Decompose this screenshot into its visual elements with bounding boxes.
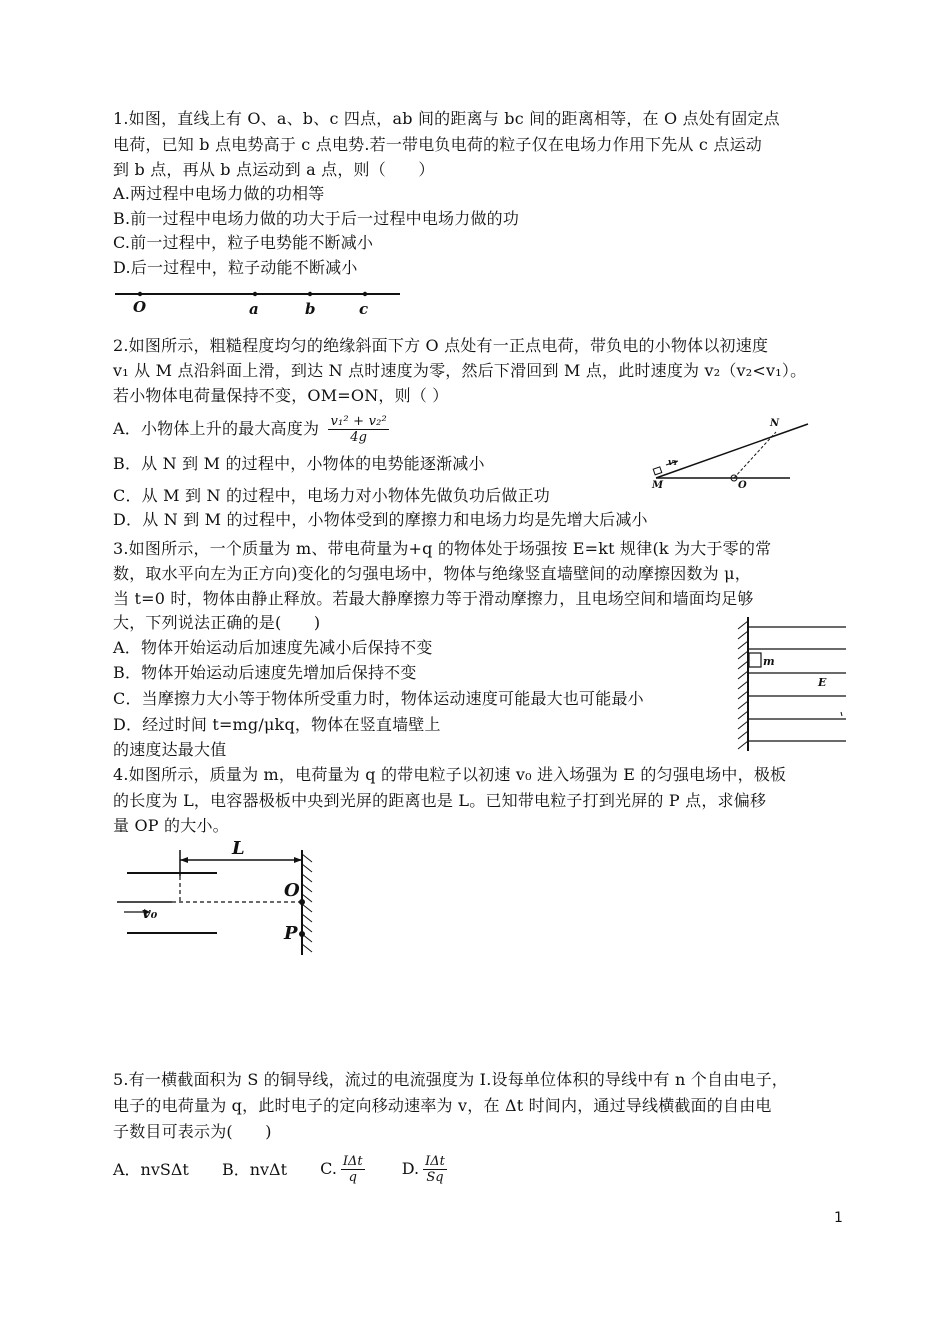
q2-option-a [113, 414, 393, 445]
q2-option-c: C．从 M 到 N 的过程中，电场力对小物体先做负功后做正功 [113, 486, 550, 505]
q3-label-m: m [763, 655, 775, 668]
q1-option-b: B.前一过程中电场力做的功大于后一过程中电场力做的功 [113, 209, 520, 228]
q3-stem-line-1: 3.如图所示，一个质量为 m、带电荷量为+q 的物体处于场强按 E=kt 规律(k 为大于零的常 [113, 539, 772, 558]
q4-stem-line-3: 量 OP 的大小。 [113, 816, 229, 835]
q5-stem-line-3: 子数目可表示为( ) [113, 1122, 272, 1141]
q1-stem-line-2: 电荷，已知 b 点电势高于 c 点电势.若一带电负电荷的粒子仅在电场力作用下先从 c 点运动 [113, 135, 762, 154]
page-number: 1 [834, 1210, 843, 1226]
q4-stem-line-1: 4.如图所示，质量为 m，电荷量为 q 的带电粒子以初速 v₀ 进入场强为 E 的匀强电场中，极板 [113, 765, 787, 784]
q2-option-d: D．从 N 到 M 的过程中，小物体受到的摩擦力和电场力均是先增大后减小 [113, 510, 648, 529]
q2-stem-line-1: 2.如图所示，粗糙程度均匀的绝缘斜面下方 O 点处有一正点电荷，带负电的小物体以初速度 [113, 336, 769, 355]
q5-option-a: A．nvSΔt [113, 1159, 189, 1179]
q3-wall-field-figure [734, 615, 854, 755]
q4-stem-line-2: 的长度为 L，电容器极板中央到光屏的距离也是 L。已知带电粒子打到光屏的 P 点，求偏移 [113, 791, 767, 810]
q5-stem-line-2: 电子的电荷量为 q，此时电子的定向移动速率为 v，在 Δt 时间内，通过导线横截面的自由电 [113, 1096, 772, 1115]
q5-option-c [320, 1154, 369, 1185]
q3-label-e: E [818, 676, 827, 689]
q3-option-c: C．当摩擦力大小等于物体所受重力时，物体运动速度可能最大也可能最小 [113, 689, 644, 708]
q4-label-p: P [284, 923, 298, 944]
q4-capacitor-figure [112, 840, 332, 965]
q3-option-d: D．经过时间 t=mg/μkq，物体在竖直墙壁上 [113, 715, 441, 734]
q5-option-d [402, 1154, 451, 1185]
q4-label-l: L [232, 838, 245, 859]
q5-option-d-label: D. [401, 1159, 420, 1178]
q3-option-b: B．物体开始运动后速度先增加后保持不变 [113, 663, 417, 682]
q1-stem-line-1: 1.如图，直线上有 O、a、b、c 四点，ab 间的距离与 bc 间的距离相等，在 O 点处有固定点 [113, 109, 780, 128]
q1-option-d: D.后一过程中，粒子动能不断减小 [113, 258, 358, 277]
q1-stem-line-3: 到 b 点，再从 b 点运动到 a 点，则（ ） [113, 160, 435, 179]
q2-fraction-denominator: 4g [350, 430, 368, 445]
q5-stem-line-1: 5.有一横截面积为 S 的铜导线，流过的电流强度为 I.设每单位体积的导线中有 n 个自由电子， [113, 1070, 788, 1089]
q1-option-c: C.前一过程中，粒子电势能不断减小 [113, 233, 374, 252]
q1-option-a: A.两过程中电场力做的功相等 [113, 184, 325, 203]
q2-option-a-fraction [328, 414, 389, 445]
q2-label-v1: v₁ [668, 458, 678, 468]
q5-option-d-fraction [423, 1154, 447, 1185]
q4-label-v0: v₀ [142, 904, 158, 922]
q3-stem-line-3: 当 t=0 时，物体由静止释放。若最大静摩擦力等于滑动摩擦力，且电场空间和墙面均足够 [113, 589, 754, 608]
q5-option-d-numerator: IΔt [425, 1154, 445, 1169]
q2-option-a-text: A．小物体上升的最大高度为 [113, 419, 320, 438]
q3-option-d-continued: 的速度达最大值 [113, 740, 227, 759]
q2-label-n: N [770, 418, 780, 429]
q3-stem-line-4: 大，下列说法正确的是( ) [113, 613, 321, 632]
q2-stem-line-2: v₁ 从 M 点沿斜面上滑，到达 N 点时速度为零，然后下滑回到 M 点，此时速度为 v₂（v₂<v₁）。 [113, 361, 807, 380]
q2-incline-figure [648, 418, 823, 493]
q2-fraction-numerator: v₁² + v₂² [330, 414, 387, 429]
q5-option-c-numerator: IΔt [342, 1154, 363, 1169]
q3-stem-line-2: 数，取水平向左为正方向)变化的匀强电场中，物体与绝缘竖直墙壁间的动摩擦因数为 μ， [113, 564, 751, 583]
q4-label-o: O [284, 880, 300, 901]
q3-option-a: A．物体开始运动后加速度先减小后保持不变 [113, 638, 433, 657]
q2-label-m: M [652, 480, 664, 491]
q5-option-c-fraction [341, 1154, 365, 1185]
q2-option-b: B．从 N 到 M 的过程中，小物体的电势能逐渐减小 [113, 454, 485, 473]
q2-stem-line-3: 若小物体电荷量保持不变，OM=ON，则（ ） [113, 386, 449, 405]
q1-label-b: b [305, 300, 316, 318]
q1-label-o: O [133, 298, 147, 316]
q1-label-a: a [249, 300, 259, 318]
q5-option-d-denominator: Sq [426, 1170, 444, 1185]
q5-option-c-denominator: q [348, 1170, 357, 1185]
q5-option-c-label: C. [320, 1159, 337, 1178]
q5-options [113, 1154, 479, 1185]
q1-label-c: c [359, 300, 369, 318]
q5-option-b: B．nvΔt [221, 1159, 288, 1179]
q2-label-o: O [738, 480, 747, 491]
